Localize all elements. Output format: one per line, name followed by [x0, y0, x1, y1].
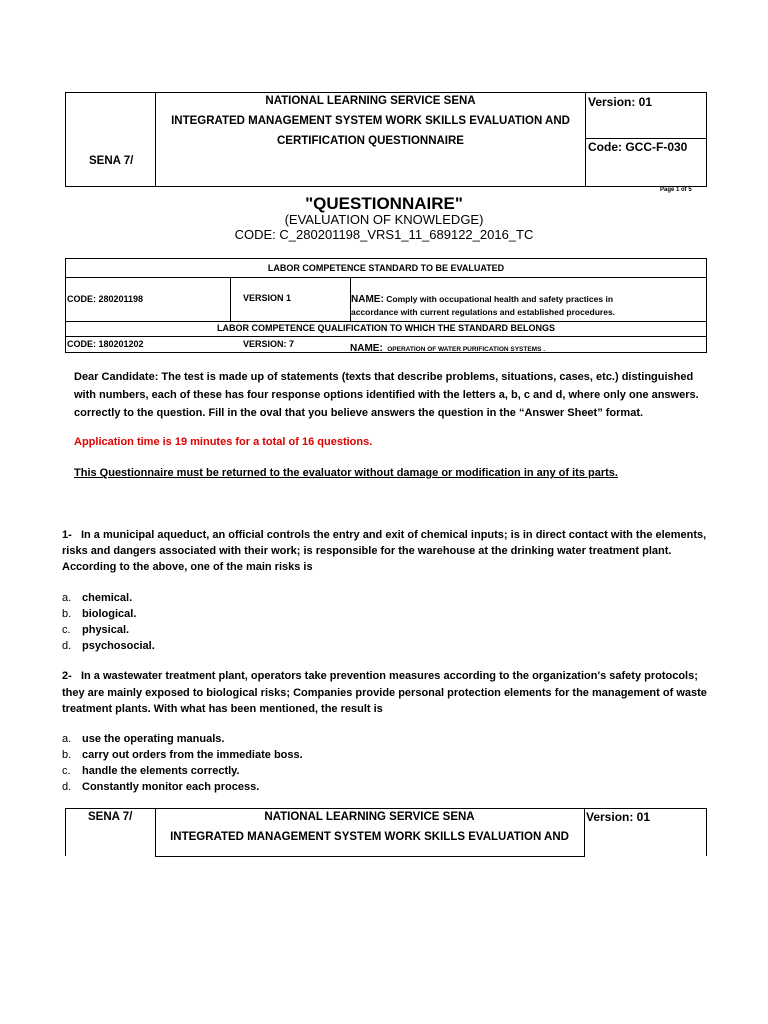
qualification-name: [350, 338, 545, 356]
instructions-line2: with numbers, each of these has four response options identified with the letters a, b, c and d, where only one answers.: [74, 389, 699, 401]
option-b[interactable]: b. carry out orders from the immediate boss.: [62, 749, 303, 761]
header-title-line2: INTEGRATED MANAGEMENT SYSTEM WORK SKILLS EVALUATION AND: [171, 115, 570, 127]
header-title-line3: CERTIFICATION QUESTIONNAIRE: [277, 135, 464, 147]
option-d[interactable]: d. Constantly monitor each process.: [62, 781, 260, 793]
qualification-heading: LABOR COMPETENCE QUALIFICATION TO WHICH THE STANDARD BELONGS: [217, 323, 555, 333]
question-1-line3: According to the above, one of the main risks is: [62, 561, 313, 573]
header-title-line1: NATIONAL LEARNING SERVICE SENA: [265, 95, 476, 107]
page-number: Page 1 of 5: [660, 187, 692, 193]
competence-table: [65, 258, 707, 353]
standard-name-label: NAME:: [351, 294, 384, 305]
standard-heading: LABOR COMPETENCE STANDARD TO BE EVALUATED: [267, 263, 505, 273]
question-2-options: [62, 731, 303, 795]
next-header-title-line2: INTEGRATED MANAGEMENT SYSTEM WORK SKILLS EVALUATION AND: [170, 831, 569, 843]
question-2-line1: [62, 667, 708, 685]
document-header-table: [65, 92, 707, 187]
header-right-cell: [585, 93, 706, 186]
question-1-number: 1-: [62, 529, 72, 541]
header-left-cell: [66, 93, 156, 186]
header-sena-label: SENA 7/: [89, 155, 134, 167]
instructions-line1: Dear Candidate: The test is made up of statements (texts that describe problems, situations, cases, etc.) distinguished: [74, 371, 694, 383]
application-time: Application time is 19 minutes for a total of 16 questions.: [74, 436, 373, 448]
header-version: Version: 01: [588, 95, 653, 109]
next-header-title-line1: NATIONAL LEARNING SERVICE SENA: [264, 811, 475, 823]
question-1-line2: risks and dangers associated with their work; is responsible for the warehouse at the drinking water treatment plant.: [62, 545, 672, 557]
option-a[interactable]: a. chemical.: [62, 592, 133, 604]
question-1-options: [62, 590, 155, 654]
instructions-line3: correctly to the question. Fill in the oval that you believe answers the question in the “Answer Sheet” format.: [74, 407, 644, 419]
qualification-code: CODE: 180201202: [67, 339, 144, 349]
questionnaire-title: "QUESTIONNAIRE": [305, 194, 463, 213]
standard-name: [351, 293, 615, 319]
qualification-version: VERSION: 7: [243, 339, 295, 349]
next-page-header: [65, 808, 707, 856]
standard-version: VERSION 1: [243, 293, 292, 303]
standard-name-line1: Comply with occupational health and safety practices in: [386, 294, 614, 304]
return-notice: This Questionnaire must be returned to the evaluator without damage or modification in any of its parts.: [74, 467, 618, 479]
question-2-line3: treatment plants. With what has been mentioned, the result is: [62, 703, 383, 715]
header-code: Code: GCC-F-030: [588, 140, 688, 154]
question-1-text: In a municipal aqueduct, an official controls the entry and exit of chemical inputs; is in direct contact with the elements,: [80, 529, 707, 541]
next-header-version: Version: 01: [586, 810, 651, 824]
questionnaire-code: CODE: C_280201198_VRS1_11_689122_2016_TC: [234, 227, 534, 242]
option-d[interactable]: d. psychosocial.: [62, 640, 155, 652]
question-2-number: 2-: [62, 670, 72, 682]
option-c[interactable]: c. physical.: [62, 624, 130, 636]
option-a[interactable]: a. use the operating manuals.: [62, 733, 225, 745]
qualification-name-label: NAME:: [350, 343, 383, 354]
option-b[interactable]: b. biological.: [62, 608, 137, 620]
standard-name-line2: accordance with current regulations and established procedures.: [351, 307, 616, 317]
next-header-sena-label: SENA 7/: [88, 811, 133, 823]
standard-code: CODE: 280201198: [67, 294, 144, 304]
question-2-text: In a wastewater treatment plant, operators take prevention measures according to the organization's safety protocols;: [80, 670, 698, 682]
qualification-name-value: OPERATION OF WATER PURIFICATION SYSTEMS .: [387, 346, 546, 353]
questionnaire-subtitle: (EVALUATION OF KNOWLEDGE): [284, 212, 484, 227]
option-c[interactable]: c. handle the elements correctly.: [62, 765, 240, 777]
question-2-line2: they are mainly exposed to biological risks; Companies provide personal protection elements for the management of waste: [62, 687, 707, 699]
